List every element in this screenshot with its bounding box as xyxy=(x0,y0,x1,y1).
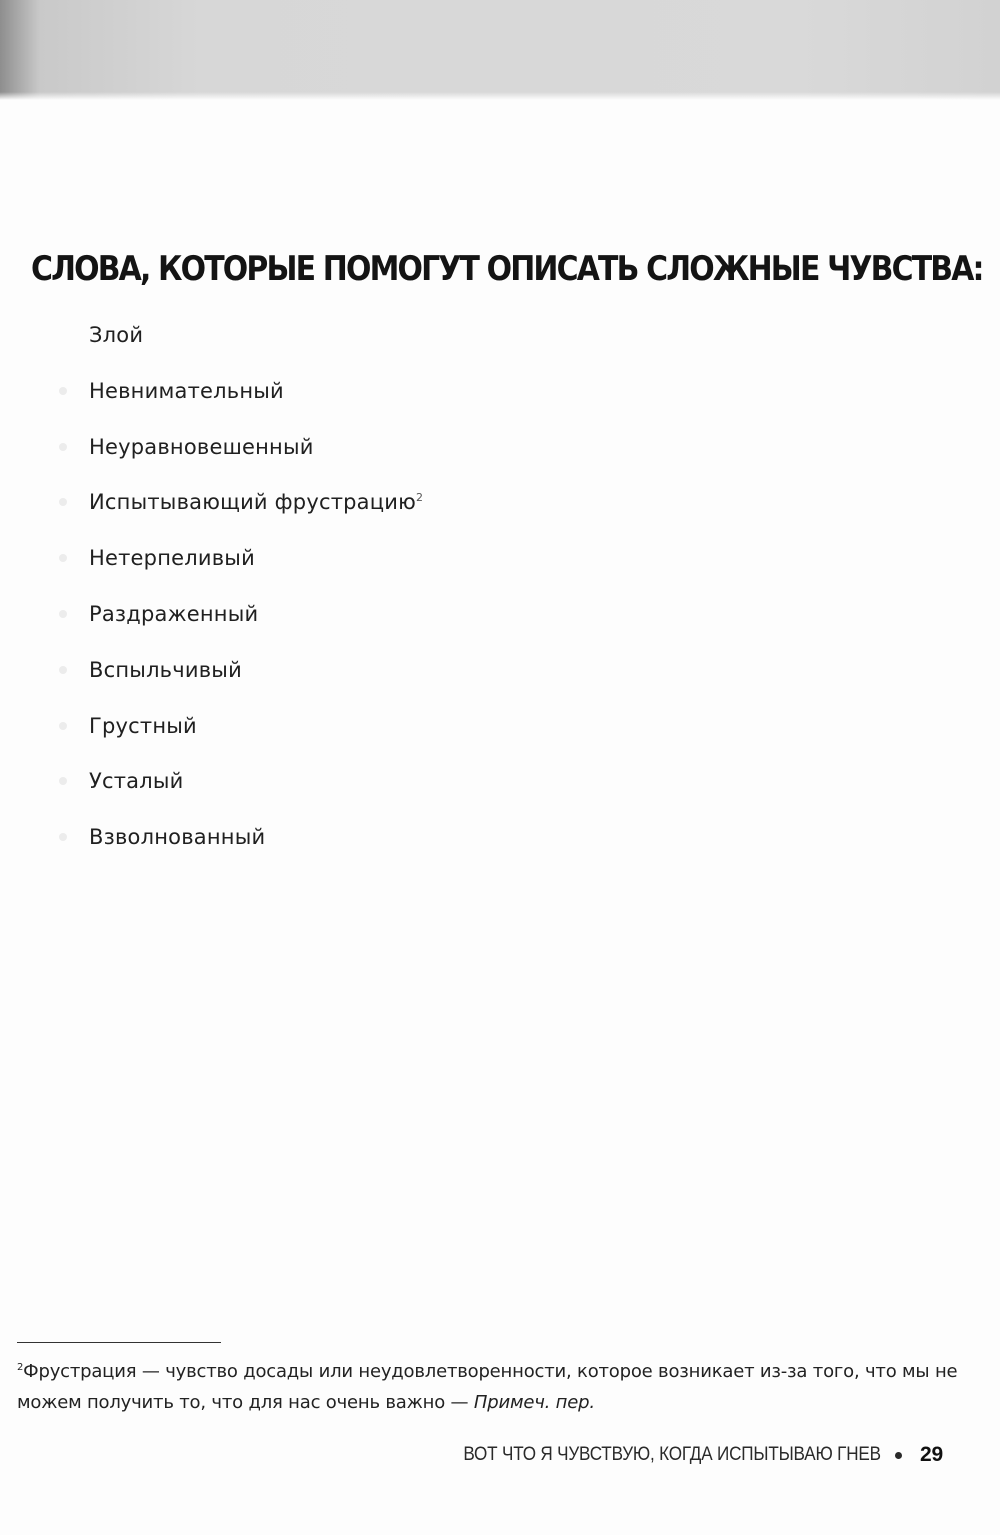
list-item-label: Испытывающий фрустрацию xyxy=(89,490,416,515)
feelings-list xyxy=(0,314,423,872)
bullet-icon xyxy=(59,666,67,674)
list-item xyxy=(0,760,423,816)
footnote-divider xyxy=(17,1342,221,1343)
bullet-icon xyxy=(59,833,67,841)
bullet-icon xyxy=(59,610,67,618)
list-item xyxy=(0,705,423,761)
list-item xyxy=(0,370,423,426)
list-item xyxy=(0,593,423,649)
footnote-marker: 2 xyxy=(17,1362,24,1373)
footnote-source-note: Примеч. пер. xyxy=(473,1392,595,1413)
running-footer xyxy=(417,1440,943,1470)
list-item-label: Раздраженный xyxy=(89,601,259,626)
bullet-icon xyxy=(59,777,67,785)
list-item xyxy=(0,314,423,370)
list-item-label: Усталый xyxy=(89,769,184,794)
list-item-label: Взволнованный xyxy=(89,825,266,850)
bullet-icon xyxy=(59,498,67,506)
list-item-label: Нетерпеливый xyxy=(89,546,255,571)
list-item xyxy=(0,537,423,593)
list-item-label: Вспыльчивый xyxy=(89,657,242,682)
list-item xyxy=(0,481,423,537)
bullet-icon xyxy=(59,387,67,395)
separator-dot-icon xyxy=(895,1452,902,1459)
bullet-icon xyxy=(59,554,67,562)
bullet-icon xyxy=(59,443,67,451)
list-item-label: Невнимательный xyxy=(89,378,284,403)
footnote xyxy=(17,1356,977,1418)
list-item-label: Злой xyxy=(89,323,144,347)
footnote-text: Фрустрация — чувство досады или неудовлетворенности, которое возникает из-за того, что мы не можем получить то, что для нас очень важно — xyxy=(17,1361,958,1413)
page-number: 29 xyxy=(920,1443,943,1466)
list-item xyxy=(0,426,423,482)
list-item xyxy=(0,649,423,705)
list-item-label: Грустный xyxy=(89,713,197,738)
page-title: СЛОВА, КОТОРЫЕ ПОМОГУТ ОПИСАТЬ СЛОЖНЫЕ ЧУВСТВА: xyxy=(31,249,983,289)
bullet-icon xyxy=(59,722,67,730)
running-title: ВОТ ЧТО Я ЧУВСТВУЮ, КОГДА ИСПЫТЫВАЮ ГНЕВ xyxy=(463,1444,882,1465)
footnote-reference: 2 xyxy=(415,491,424,505)
bullet-icon xyxy=(59,331,67,339)
list-item-label: Неуравновешенный xyxy=(89,434,314,459)
scan-shadow-top xyxy=(0,0,1000,100)
list-item xyxy=(0,816,423,872)
